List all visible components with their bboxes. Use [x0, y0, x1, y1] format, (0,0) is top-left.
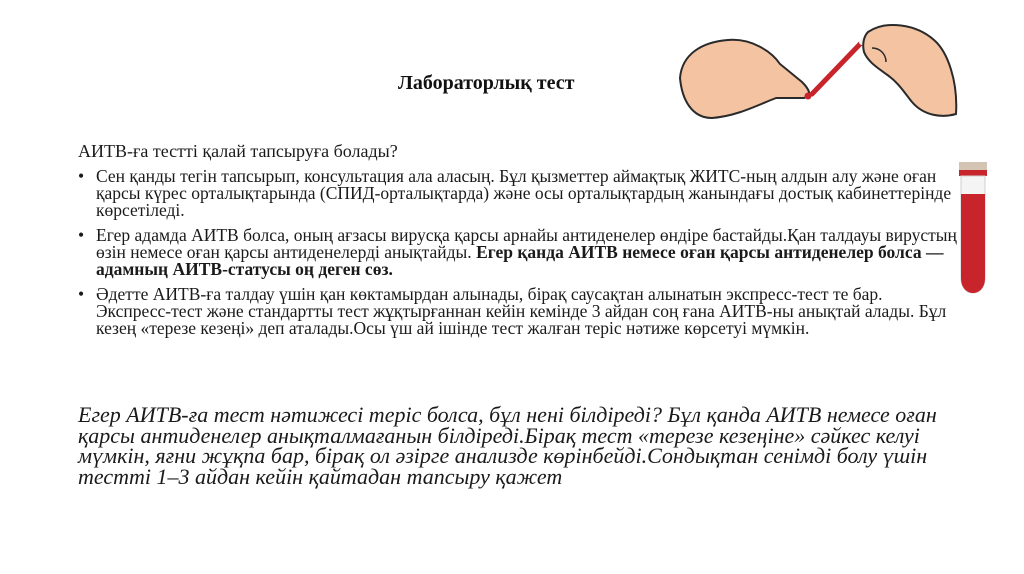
bullet-text: Егер адамда АИТВ болса, оның ағзасы вирусқа қарсы арнайы антиденелер өндіре бастайды.Қан талдауы вирустың өзін немесе оған қарсы антиденелерді анықтайды. — [96, 225, 957, 262]
finger-prick-icon — [672, 18, 962, 130]
bullet-marker: • — [78, 284, 85, 304]
bullet-bold-text: Егер қанда АИТВ немесе оған қарсы антиденелер болса — адамның АИТВ-статусы оң деген сөз. — [96, 242, 944, 279]
bullet-text: Әдетте АИТВ-ға талдау үшін қан көктамырдан алынады, бірақ саусақтан алынатын экспресс-тест те бар. Экспресс-тест және стандартты тест жұқтырғаннан кейін кемінде 3 айдан соң ғана АИТВ-ны анықтай алады. Бұл кезең «терезе кезеңі» деп аталады.Осы үш ай ішінде тест жалған теріс нәтиже көрсетуі мүмкін. — [96, 284, 947, 338]
list-item — [78, 286, 958, 337]
list-item — [78, 227, 958, 278]
blood-tube-icon — [953, 160, 993, 295]
bullet-list — [78, 168, 958, 345]
bullet-text: Сен қанды тегін тапсырып, консультация ала аласың. Бұл қызметтер аймақтық ЖИТС-ның алдын алу және оған қарсы күрес орталықтарында (СПИД-орталықтарда) және осы орталықтардың жанындағы достық кабинеттерінде көрсетіледі. — [96, 166, 952, 220]
question-heading: АИТВ-ға тестті қалай тапсыруға болады? — [78, 141, 398, 161]
bullet-marker: • — [78, 166, 85, 186]
list-item — [78, 168, 958, 219]
conclusion-paragraph: Егер АИТВ-ға тест нәтижесі теріс болса, бұл нені білдіреді? Бұл қанда АИТВ немесе оған қарсы антиденелер анықталмағанын білдіреді.Бірақ тест «терезе кезеңіне» сәйкес келуі мүмкін, яғни жұқпа бар, бірақ ол әзірге анализде көрінбейді.Сондықтан сенімді болу үшін тестті 1–3 айдан кейін қайтадан тапсыру қажет — [78, 402, 937, 489]
bullet-marker: • — [78, 225, 85, 245]
slide-title: Лабораторлық тест — [398, 72, 575, 94]
